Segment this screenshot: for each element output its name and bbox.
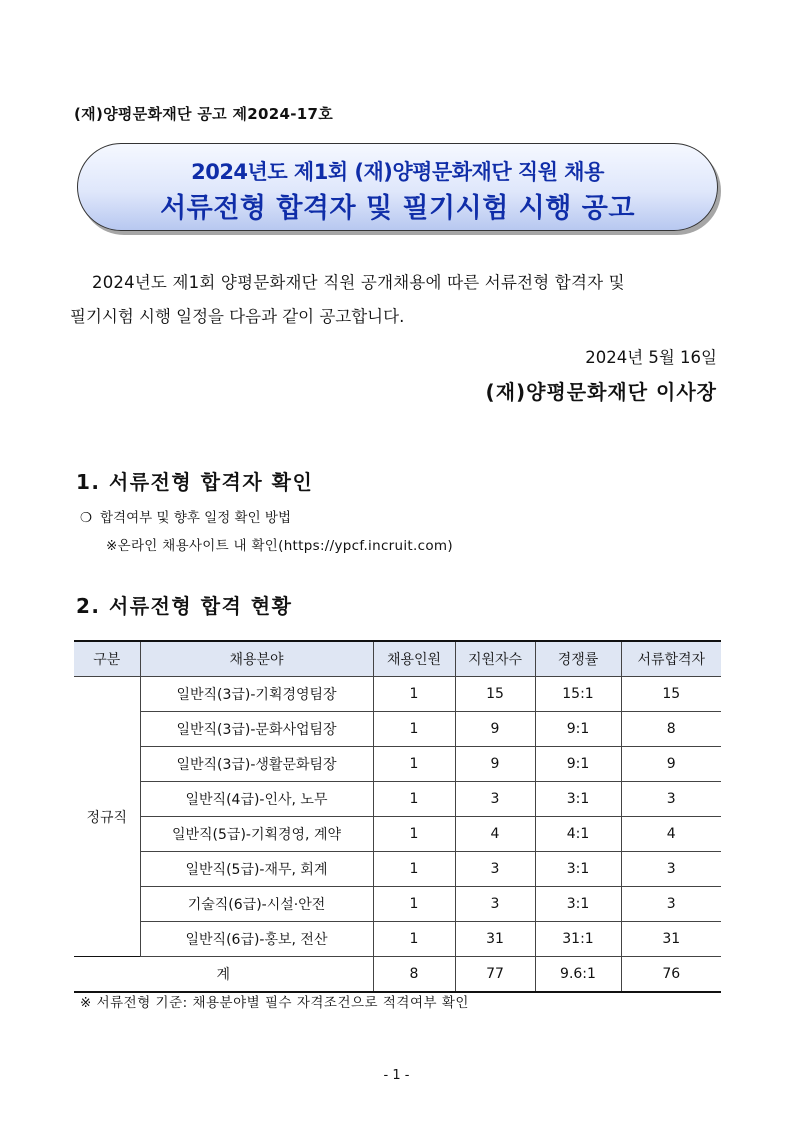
total-passed: 76 bbox=[621, 957, 721, 993]
cell-openings: 1 bbox=[373, 747, 455, 782]
table-row bbox=[74, 922, 721, 957]
notice-date: 2024년 5월 16일 bbox=[585, 348, 717, 367]
notice-number: (재)양평문화재단 공고 제2024-17호 bbox=[74, 105, 333, 123]
header-applicants: 지원자수 bbox=[455, 641, 535, 677]
cell-openings: 1 bbox=[373, 817, 455, 852]
cell-openings: 1 bbox=[373, 782, 455, 817]
cell-applicants: 9 bbox=[455, 712, 535, 747]
cell-field: 일반직(5급)-재무, 회계 bbox=[140, 852, 373, 887]
table-row bbox=[74, 887, 721, 922]
cell-passed: 3 bbox=[621, 852, 721, 887]
cell-openings: 1 bbox=[373, 712, 455, 747]
cell-passed: 31 bbox=[621, 922, 721, 957]
intro-paragraph bbox=[70, 266, 730, 334]
header-category: 구분 bbox=[74, 641, 140, 677]
bullet-text: 합격여부 및 향후 일정 확인 방법 bbox=[100, 510, 291, 526]
cell-field: 일반직(5급)-기획경영, 계약 bbox=[140, 817, 373, 852]
signer: (재)양평문화재단 이사장 bbox=[485, 380, 717, 404]
page-number: - 1 - bbox=[383, 1068, 410, 1083]
bullet-circle-icon: ❍ bbox=[80, 510, 93, 526]
cell-applicants: 9 bbox=[455, 747, 535, 782]
sub-note: ※온라인 채용사이트 내 확인(https://ypcf.incruit.com) bbox=[106, 538, 453, 554]
cell-ratio: 3:1 bbox=[535, 782, 621, 817]
cell-field: 일반직(3급)-기획경영팀장 bbox=[140, 677, 373, 712]
table-row bbox=[74, 712, 721, 747]
title-banner bbox=[77, 143, 718, 231]
cell-passed: 3 bbox=[621, 782, 721, 817]
intro-line-2: 필기시험 시행 일정을 다음과 같이 공고합니다. bbox=[70, 307, 405, 326]
cell-openings: 1 bbox=[373, 852, 455, 887]
title-line-1: 2024년도 제1회 (재)양평문화재단 직원 채용 bbox=[191, 160, 604, 184]
cell-passed: 9 bbox=[621, 747, 721, 782]
cell-applicants: 4 bbox=[455, 817, 535, 852]
cell-applicants: 15 bbox=[455, 677, 535, 712]
cell-ratio: 4:1 bbox=[535, 817, 621, 852]
cell-field: 일반직(3급)-문화사업팀장 bbox=[140, 712, 373, 747]
total-applicants: 77 bbox=[455, 957, 535, 993]
cell-passed: 4 bbox=[621, 817, 721, 852]
header-ratio: 경쟁률 bbox=[535, 641, 621, 677]
total-ratio: 9.6:1 bbox=[535, 957, 621, 993]
header-openings: 채용인원 bbox=[373, 641, 455, 677]
cell-passed: 8 bbox=[621, 712, 721, 747]
table-row bbox=[74, 852, 721, 887]
cell-openings: 1 bbox=[373, 922, 455, 957]
cell-applicants: 3 bbox=[455, 782, 535, 817]
cell-ratio: 15:1 bbox=[535, 677, 621, 712]
header-passed: 서류합격자 bbox=[621, 641, 721, 677]
cell-field: 일반직(4급)-인사, 노무 bbox=[140, 782, 373, 817]
table-total-row bbox=[74, 957, 721, 993]
cell-passed: 3 bbox=[621, 887, 721, 922]
total-openings: 8 bbox=[373, 957, 455, 993]
bullet-item bbox=[80, 506, 291, 526]
title-line-2: 서류전형 합격자 및 필기시험 시행 공고 bbox=[160, 193, 635, 224]
cell-field: 일반직(6급)-홍보, 전산 bbox=[140, 922, 373, 957]
results-table bbox=[74, 640, 721, 993]
cell-openings: 1 bbox=[373, 887, 455, 922]
table-row bbox=[74, 817, 721, 852]
table-header-row bbox=[74, 641, 721, 677]
table-row bbox=[74, 747, 721, 782]
table-row bbox=[74, 677, 721, 712]
cell-ratio: 3:1 bbox=[535, 887, 621, 922]
cell-field: 일반직(3급)-생활문화팀장 bbox=[140, 747, 373, 782]
cell-ratio: 3:1 bbox=[535, 852, 621, 887]
total-label: 계 bbox=[74, 957, 373, 993]
table-row bbox=[74, 782, 721, 817]
cell-applicants: 3 bbox=[455, 852, 535, 887]
cell-openings: 1 bbox=[373, 677, 455, 712]
section-1-heading: 1. 서류전형 합격자 확인 bbox=[76, 470, 314, 494]
cell-applicants: 31 bbox=[455, 922, 535, 957]
cell-field: 기술직(6급)-시설·안전 bbox=[140, 887, 373, 922]
section-2-heading: 2. 서류전형 합격 현황 bbox=[76, 594, 293, 618]
group-label: 정규직 bbox=[74, 677, 140, 957]
cell-passed: 15 bbox=[621, 677, 721, 712]
table-footnote: ※ 서류전형 기준: 채용분야별 필수 자격조건으로 적격여부 확인 bbox=[80, 995, 469, 1011]
cell-applicants: 3 bbox=[455, 887, 535, 922]
cell-ratio: 9:1 bbox=[535, 747, 621, 782]
intro-line-1: 2024년도 제1회 양평문화재단 직원 공개채용에 따른 서류전형 합격자 및 bbox=[92, 273, 625, 292]
header-field: 채용분야 bbox=[140, 641, 373, 677]
cell-ratio: 9:1 bbox=[535, 712, 621, 747]
cell-ratio: 31:1 bbox=[535, 922, 621, 957]
